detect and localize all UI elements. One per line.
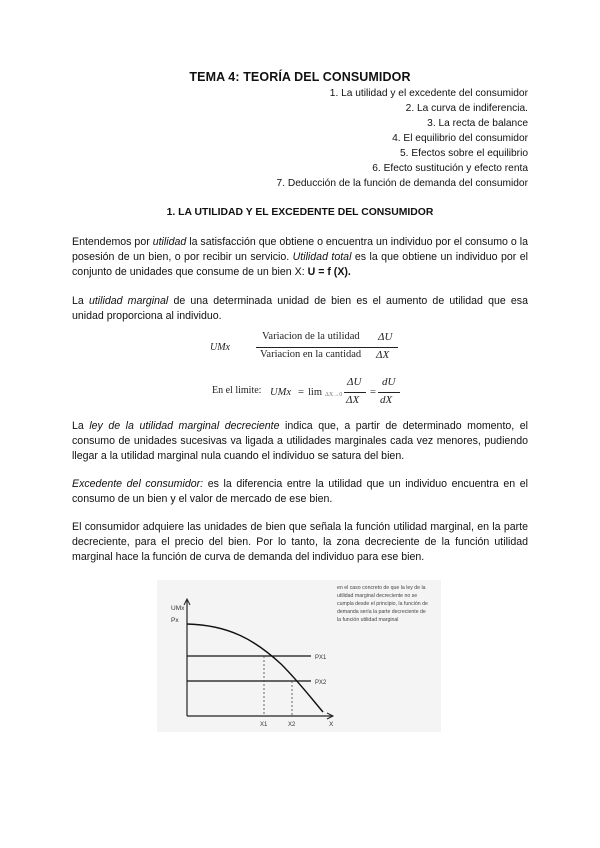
formula-denominator: ΔX	[346, 394, 360, 406]
page-title: TEMA 4: TEORÍA DEL CONSUMIDOR	[189, 70, 411, 84]
x-label: X	[329, 721, 334, 728]
paragraph-demand: El consumidor adquiere las unidades de bien que señala la función utilidad marginal, en la parte decreciente, para el precio del bien. Por lo tanto, la zona decreciente de la función utilidad marginal hace la función de curva de demanda del individuo para ese bien.	[72, 521, 528, 564]
term-utilidad-total: Utilidad total	[292, 251, 352, 264]
term-ley: ley de la utilidad marginal decreciente	[89, 420, 280, 432]
fraction-line	[378, 392, 400, 393]
utility-function: U = f (X).	[307, 266, 351, 279]
formula-lhs: UMx	[270, 387, 291, 398]
formula-ddenominator: dX	[380, 394, 393, 406]
term-utilidad: utilidad	[152, 236, 187, 248]
formula-numerator: Variacion de la utilidad	[262, 331, 360, 342]
x2-label: X2	[288, 722, 296, 728]
paragraph-consumer-surplus	[72, 477, 528, 507]
paragraph-utility	[72, 235, 528, 281]
formula-dnumerator: dU	[382, 376, 396, 388]
text-run: indica que, a partir de determinado momento, el consumo de unidades sucesivas va ligada a utilidades marginales cada vez menores, pudiendo llegar a la utilidad marginal nula cuando el individuo se satura del bien.	[72, 420, 528, 463]
fraction-line	[344, 392, 366, 393]
toc-item: 7. Deducción de la función de demanda del consumidor	[276, 178, 528, 189]
equals-sign: =	[370, 387, 376, 398]
formula-prefix: En el limite:	[212, 385, 262, 396]
table-of-contents	[277, 86, 528, 191]
graph-note-line: demanda sería la parte decreciente de	[337, 609, 426, 615]
limit-operator: lim	[308, 387, 323, 398]
term-excedente: Excedente del consumidor:	[72, 478, 204, 490]
formula-denominator: Variacion en la cantidad	[260, 349, 362, 360]
graph-svg	[157, 580, 441, 732]
text-run: La	[72, 420, 90, 432]
price-label-1: PX1	[315, 655, 327, 661]
text-run: Entendemos por	[72, 236, 153, 248]
fraction-line	[374, 347, 398, 348]
graph-note-line: cumpla desde el principio, la función de	[337, 601, 428, 607]
toc-item: 5. Efectos sobre el equilibrio	[400, 148, 528, 159]
x1-label: X1	[260, 722, 268, 728]
text-run: la satisfacción que obtiene o encuentra un individuo por el consumo o la posesión de un bien, o por recibir un servicio.	[72, 236, 528, 264]
formula-limit	[212, 375, 422, 413]
formula-delta-u: ΔU	[378, 331, 393, 343]
toc-item: 4. El equilibrio del consumidor	[392, 133, 528, 144]
y-label-p: Px	[171, 617, 179, 624]
paragraph-diminishing-law	[72, 419, 528, 465]
formula-marginal-utility	[210, 330, 400, 366]
section-heading: 1. LA UTILIDAD Y EL EXCEDENTE DEL CONSUMIDOR	[166, 207, 434, 218]
equals-sign: =	[298, 387, 304, 398]
toc-item: 1. La utilidad y el excedente del consumidor	[329, 88, 528, 99]
y-label-um: UMx	[171, 605, 185, 612]
text-run: La	[72, 295, 89, 307]
graph-note-line: utilidad marginal decreciente no se	[337, 593, 418, 599]
graph-note-line: en el caso concreto de que la ley de la	[337, 585, 426, 591]
term-utilidad-marginal: utilidad marginal	[88, 295, 169, 307]
text-run: de una determinada unidad de bien es el aumento de utilidad que esa unidad proporciona al individuo.	[72, 295, 528, 323]
marginal-utility-graph	[157, 580, 441, 732]
graph-note-line: la función utilidad marginal	[337, 617, 399, 623]
marginal-utility-curve	[187, 624, 323, 712]
fraction-line	[256, 347, 374, 348]
price-label-2: PX2	[315, 680, 327, 686]
formula-delta-x: ΔX	[376, 349, 390, 361]
toc-item: 3. La recta de balance	[427, 118, 528, 129]
text-run: es la diferencia entre la utilidad que un individuo encuentra en el consumo de un bien y el valor de mercado de ese bien.	[72, 478, 528, 506]
paragraph-marginal-utility	[72, 294, 528, 324]
toc-item: 6. Efecto sustitución y efecto renta	[372, 163, 528, 174]
toc-item: 2. La curva de indiferencia.	[405, 103, 528, 114]
limit-subscript: ΔX→0	[325, 392, 343, 398]
formula-lhs: UMx	[210, 342, 230, 353]
text-run: es la que obtiene un individuo por el conjunto de unidades que consume de un bien X:	[72, 251, 528, 279]
formula-numerator: ΔU	[347, 376, 362, 388]
